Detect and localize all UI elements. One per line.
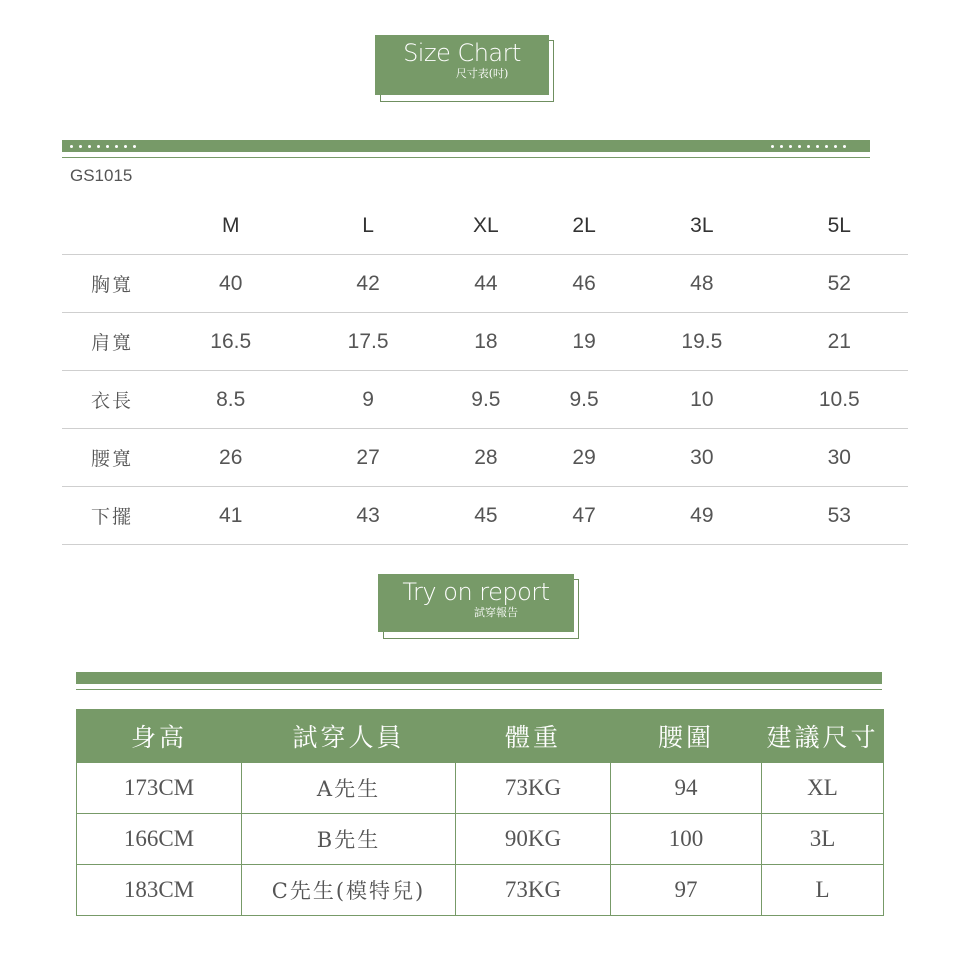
size-chart-subtitle: 尺寸表(吋) <box>455 67 509 80</box>
size-cell: 16.5 <box>162 313 299 371</box>
size-cell: 28 <box>437 429 535 487</box>
size-row <box>62 371 908 429</box>
size-cell: 45 <box>437 487 535 545</box>
size-corner-cell <box>62 197 162 255</box>
size-cell: 9.5 <box>535 371 633 429</box>
size-cell: 27 <box>299 429 436 487</box>
try-col-header: 身高 <box>77 710 242 763</box>
size-cell: 19 <box>535 313 633 371</box>
size-cell: 18 <box>437 313 535 371</box>
try-cell-person: A先生 <box>242 763 456 814</box>
try-cell-waist: 94 <box>611 763 762 814</box>
size-header-row <box>62 197 908 255</box>
try-cell-weight: 73KG <box>456 763 611 814</box>
size-row-label: 肩寬 <box>62 313 162 371</box>
size-cell: 30 <box>771 429 908 487</box>
try-cell-height: 166CM <box>77 814 242 865</box>
size-cell: 49 <box>633 487 770 545</box>
size-row-label: 下擺 <box>62 487 162 545</box>
size-row-label: 胸寬 <box>62 255 162 313</box>
size-col-header: 3L <box>633 197 770 255</box>
size-chart-divider-bar <box>62 140 870 152</box>
try-col-header: 試穿人員 <box>242 710 456 763</box>
try-cell-height: 173CM <box>77 763 242 814</box>
size-cell: 26 <box>162 429 299 487</box>
size-cell: 47 <box>535 487 633 545</box>
try-col-header: 體重 <box>456 710 611 763</box>
try-row <box>77 763 884 814</box>
size-row <box>62 255 908 313</box>
right-dot-ornament <box>771 143 846 151</box>
try-on-table <box>76 709 884 916</box>
size-col-header: M <box>162 197 299 255</box>
try-cell-weight: 90KG <box>456 814 611 865</box>
size-row-label: 腰寬 <box>62 429 162 487</box>
size-col-header: XL <box>437 197 535 255</box>
size-chart-divider-line <box>62 157 870 158</box>
size-cell: 53 <box>771 487 908 545</box>
size-cell: 17.5 <box>299 313 436 371</box>
try-row <box>77 814 884 865</box>
size-cell: 10.5 <box>771 371 908 429</box>
size-cell: 46 <box>535 255 633 313</box>
size-cell: 29 <box>535 429 633 487</box>
size-cell: 9.5 <box>437 371 535 429</box>
try-cell-size: 3L <box>762 814 884 865</box>
try-col-header: 腰圍 <box>611 710 762 763</box>
try-col-header: 建議尺寸 <box>762 710 884 763</box>
try-cell-person: B先生 <box>242 814 456 865</box>
try-row <box>77 865 884 916</box>
try-cell-size: L <box>762 865 884 916</box>
size-table <box>62 197 908 545</box>
size-row <box>62 313 908 371</box>
size-cell: 52 <box>771 255 908 313</box>
size-cell: 44 <box>437 255 535 313</box>
size-row <box>62 487 908 545</box>
size-cell: 41 <box>162 487 299 545</box>
size-cell: 8.5 <box>162 371 299 429</box>
try-on-subtitle: 試穿報告 <box>474 606 518 619</box>
try-cell-weight: 73KG <box>456 865 611 916</box>
try-cell-waist: 100 <box>611 814 762 865</box>
try-on-title: Try on report <box>402 578 550 606</box>
size-row <box>62 429 908 487</box>
size-cell: 19.5 <box>633 313 770 371</box>
size-col-header: L <box>299 197 436 255</box>
size-col-header: 2L <box>535 197 633 255</box>
try-header-row <box>77 710 884 763</box>
try-cell-waist: 97 <box>611 865 762 916</box>
product-code: GS1015 <box>70 166 133 185</box>
size-col-header: 5L <box>771 197 908 255</box>
size-cell: 21 <box>771 313 908 371</box>
try-cell-person: C先生(模特兒) <box>242 865 456 916</box>
size-chart-title: Size Chart <box>403 39 521 67</box>
size-cell: 48 <box>633 255 770 313</box>
left-dot-ornament <box>70 143 136 151</box>
try-on-divider-line <box>76 689 882 690</box>
size-cell: 30 <box>633 429 770 487</box>
size-cell: 10 <box>633 371 770 429</box>
try-cell-height: 183CM <box>77 865 242 916</box>
size-cell: 42 <box>299 255 436 313</box>
try-on-divider-bar <box>76 672 882 684</box>
size-cell: 9 <box>299 371 436 429</box>
size-cell: 40 <box>162 255 299 313</box>
try-cell-size: XL <box>762 763 884 814</box>
size-cell: 43 <box>299 487 436 545</box>
size-row-label: 衣長 <box>62 371 162 429</box>
